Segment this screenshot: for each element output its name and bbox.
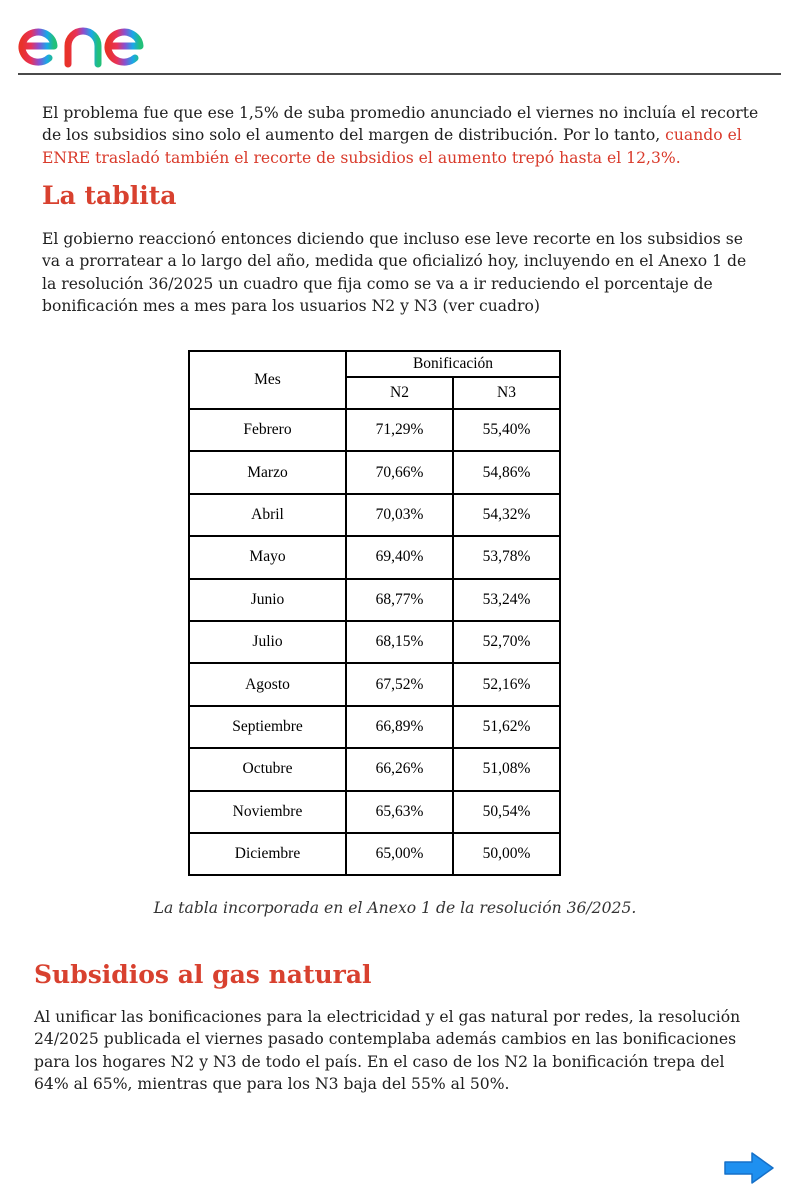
table-header-n3: N3 bbox=[453, 377, 560, 409]
table-row bbox=[189, 409, 560, 451]
section-heading-gas: Subsidios al gas natural bbox=[34, 960, 372, 989]
header-divider bbox=[18, 73, 781, 75]
table-header-mes: Mes bbox=[189, 351, 346, 409]
section-heading-tablita: La tablita bbox=[42, 181, 177, 210]
cell-n3: 51,62% bbox=[453, 706, 560, 748]
cell-n2: 66,89% bbox=[346, 706, 453, 748]
cell-n2: 66,26% bbox=[346, 748, 453, 790]
table-row bbox=[189, 536, 560, 578]
cell-n2: 68,77% bbox=[346, 579, 453, 621]
table-row bbox=[189, 791, 560, 833]
bonificacion-table bbox=[188, 350, 561, 876]
cell-mes: Octubre bbox=[189, 748, 346, 790]
cell-mes: Julio bbox=[189, 621, 346, 663]
enel-logo[interactable] bbox=[16, 8, 176, 70]
cell-n2: 65,63% bbox=[346, 791, 453, 833]
cell-n3: 53,24% bbox=[453, 579, 560, 621]
cell-n3: 53,78% bbox=[453, 536, 560, 578]
cell-mes: Noviembre bbox=[189, 791, 346, 833]
cell-n3: 52,70% bbox=[453, 621, 560, 663]
article-paragraph-3: Al unificar las bonificaciones para la electricidad y el gas natural por redes, la resolución 24/2025 publicada el viernes pasado contemplaba además cambios en las bonificaciones para los hogares N2 y N3 de todo el país. En el caso de los N2 la bonificación trepa del 64% al 65%, mientras que para los N3 baja del 55% al 50%. bbox=[34, 1008, 741, 1094]
cell-n3: 50,54% bbox=[453, 791, 560, 833]
cell-mes: Abril bbox=[189, 494, 346, 536]
cell-n2: 70,66% bbox=[346, 451, 453, 493]
page-header bbox=[0, 0, 800, 76]
cell-n3: 54,32% bbox=[453, 494, 560, 536]
cell-mes: Mayo bbox=[189, 536, 346, 578]
table-header-bonificacion: Bonificación bbox=[346, 351, 560, 377]
table-row bbox=[189, 833, 560, 875]
cell-mes: Diciembre bbox=[189, 833, 346, 875]
cell-mes: Junio bbox=[189, 579, 346, 621]
paragraph-1-text: El problema fue que ese 1,5% de suba promedio anunciado el viernes no incluía el recorte de los subsidios sino solo el aumento del margen de distribución. Por lo tanto, bbox=[42, 104, 759, 145]
cell-mes: Septiembre bbox=[189, 706, 346, 748]
cell-n2: 69,40% bbox=[346, 536, 453, 578]
table-caption: La tabla incorporada en el Anexo 1 de la resolución 36/2025. bbox=[153, 899, 637, 917]
table-row bbox=[189, 621, 560, 663]
cell-mes: Febrero bbox=[189, 409, 346, 451]
cell-n2: 67,52% bbox=[346, 663, 453, 705]
table-row bbox=[189, 663, 560, 705]
cell-n2: 70,03% bbox=[346, 494, 453, 536]
table-row bbox=[189, 748, 560, 790]
table-body bbox=[189, 409, 560, 875]
cell-n2: 71,29% bbox=[346, 409, 453, 451]
arrow-right-icon[interactable] bbox=[722, 1150, 776, 1186]
svg-text:enel: enel bbox=[16, 8, 19, 9]
cell-mes: Agosto bbox=[189, 663, 346, 705]
article-paragraph-2: El gobierno reaccionó entonces diciendo que incluso ese leve recorte en los subsidios se va a prorratear a lo largo del año, medida que oficializó hoy, incluyendo en el Anexo 1 de la resolución 36/2025 un cuadro que fija como se va a ir reduciendo el porcentaje de bonificación mes a mes para los usuarios N2 y N3 (ver cuadro) bbox=[42, 230, 747, 316]
table-row bbox=[189, 579, 560, 621]
table-row bbox=[189, 451, 560, 493]
cell-n2: 68,15% bbox=[346, 621, 453, 663]
cell-n3: 51,08% bbox=[453, 748, 560, 790]
article-paragraph-1 bbox=[42, 102, 762, 169]
cell-n3: 55,40% bbox=[453, 409, 560, 451]
cell-mes: Marzo bbox=[189, 451, 346, 493]
cell-n2: 65,00% bbox=[346, 833, 453, 875]
cell-n3: 52,16% bbox=[453, 663, 560, 705]
cell-n3: 54,86% bbox=[453, 451, 560, 493]
table-header-n2: N2 bbox=[346, 377, 453, 409]
table-row bbox=[189, 494, 560, 536]
cell-n3: 50,00% bbox=[453, 833, 560, 875]
table-row bbox=[189, 706, 560, 748]
paragraph-1-highlight-link[interactable]: cuando el ENRE trasladó también el recorte de subsidios el aumento trepó hasta el 12,3%. bbox=[42, 126, 742, 167]
